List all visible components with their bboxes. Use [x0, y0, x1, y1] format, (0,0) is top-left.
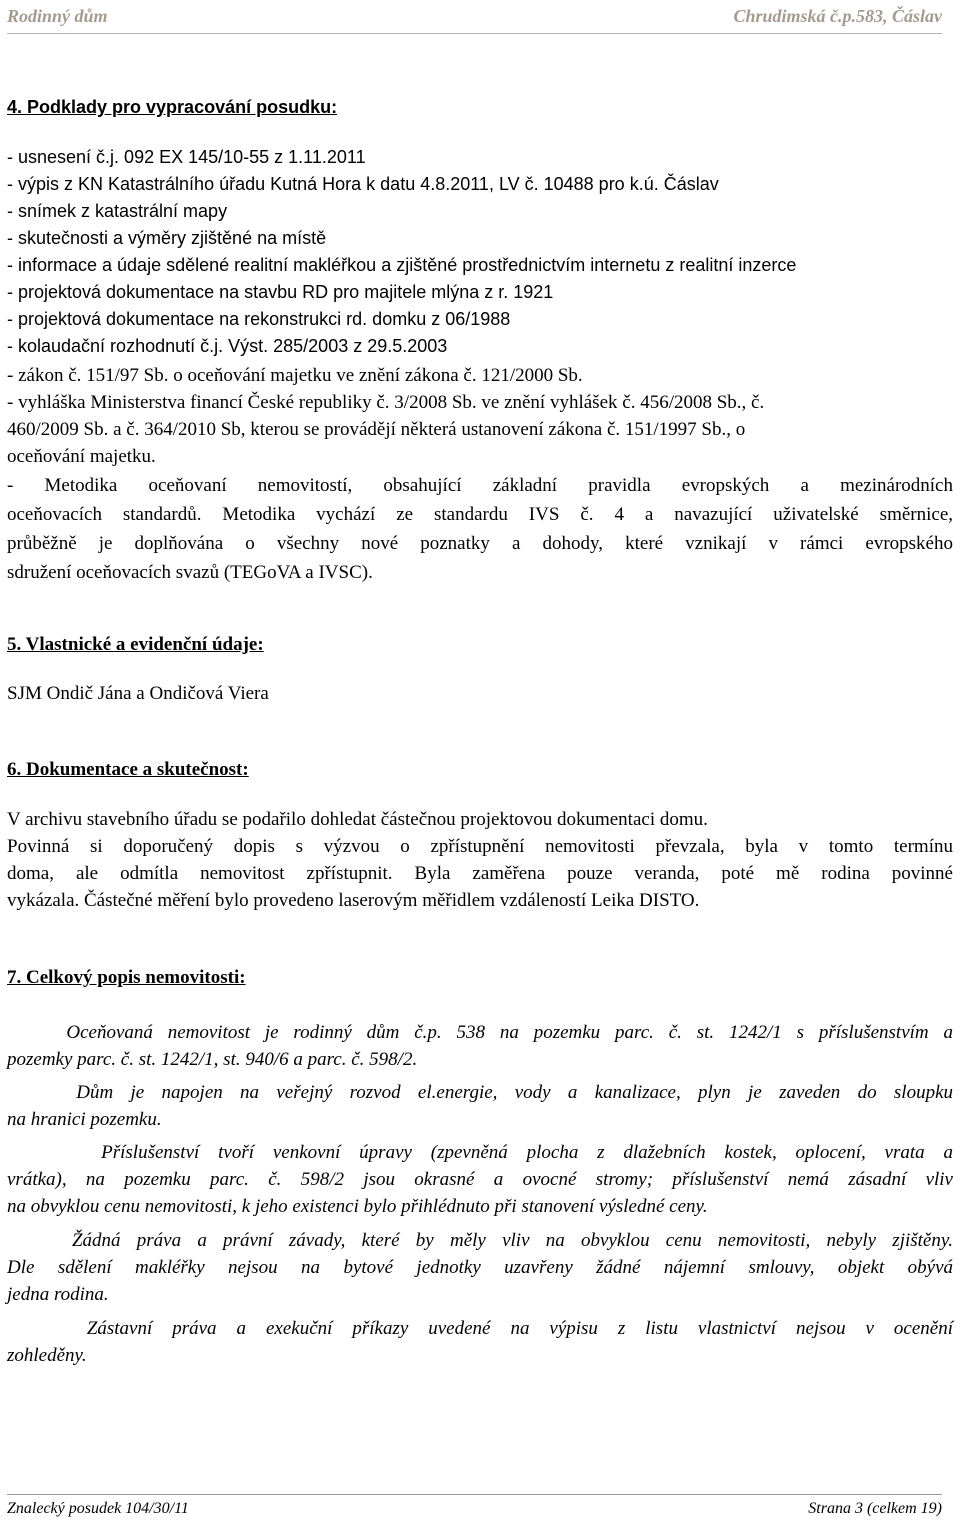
page-footer — [7, 1500, 942, 1518]
list-item: - kolaudační rozhodnutí č.j. Výst. 285/2003 z 29.5.2003 — [7, 336, 448, 356]
list-item: - skutečnosti a výměry zjištěné na místě — [7, 228, 327, 248]
paragraph-line: Oceňovaná nemovitost je rodinný dům č.p. 538 na pozemku parc. č. st. 1242/1 s příslušenstvím a — [7, 1022, 953, 1043]
paragraph-line: Zástavní práva a exekuční příkazy uvedené na výpisu z listu vlastnictví nejsou v ocenění — [7, 1318, 953, 1339]
list-item: oceňovacích standardů. Metodika vychází ze standardu IVS č. 4 a navazující uživatelské směrnice, — [7, 504, 953, 525]
header-right: Chrudimská č.p.583, Čáslav — [733, 6, 942, 26]
section5-heading: 5. Vlastnické a evidenční údaje: — [7, 634, 264, 655]
section4-heading: 4. Podklady pro vypracování posudku: — [7, 97, 338, 117]
list-item: - informace a údaje sdělené realitní makléřkou a zjištěné prostřednictvím internetu z realitní inzerce — [7, 255, 797, 275]
list-item: - zákon č. 151/97 Sb. o oceňování majetku ve znění zákona č. 121/2000 Sb. — [7, 365, 583, 386]
paragraph-line: na hranici pozemku. — [7, 1109, 162, 1130]
list-item: oceňování majetku. — [7, 446, 156, 467]
footer-divider — [7, 1494, 942, 1495]
section6-heading: 6. Dokumentace a skutečnost: — [7, 759, 249, 780]
footer-left: Znalecký posudek 104/30/11 — [7, 1500, 189, 1517]
page-header — [7, 6, 942, 27]
paragraph-line: vykázala. Částečné měření bylo provedeno laserovým měřidlem vzdáleností Leika DISTO. — [7, 890, 700, 911]
header-divider — [7, 33, 942, 34]
paragraph-line: Dům je napojen na veřejný rozvod el.energie, vody a kanalizace, plyn je zaveden do sloupku — [7, 1082, 953, 1103]
list-item: - vyhláška Ministerstva financí České republiky č. 3/2008 Sb. ve znění vyhlášek č. 456/2008 Sb., č. — [7, 392, 765, 413]
paragraph-line: V archivu stavebního úřadu se podařilo dohledat částečnou projektovou dokumentaci domu. — [7, 809, 708, 830]
paragraph-line: pozemky parc. č. st. 1242/1, st. 940/6 a parc. č. 598/2. — [7, 1049, 418, 1070]
list-item: 460/2009 Sb. a č. 364/2010 Sb, kterou se provádějí některá ustanovení zákona č. 151/1997 Sb., o — [7, 419, 746, 440]
list-item: - snímek z katastrální mapy — [7, 201, 228, 221]
paragraph-line: jedna rodina. — [7, 1284, 109, 1305]
paragraph-line: Příslušenství tvoří venkovní úpravy (zpevněná plocha z dlažebních kostek, oplocení, vrata a — [7, 1142, 953, 1163]
owner-text: SJM Ondič Jána a Ondičová Viera — [7, 683, 269, 704]
list-item: průběžně je doplňována o všechny nové poznatky a dohody, které vznikají v rámci evropského — [7, 533, 953, 554]
list-item: - výpis z KN Katastrálního úřadu Kutná Hora k datu 4.8.2011, LV č. 10488 pro k.ú. Čáslav — [7, 174, 719, 194]
header-left: Rodinný dům — [7, 6, 108, 26]
list-item: - projektová dokumentace na stavbu RD pro majitele mlýna z r. 1921 — [7, 282, 554, 302]
paragraph-line: na obvyklou cenu nemovitosti, k jeho existenci bylo přihlédnuto při stanovení výsledné ceny. — [7, 1196, 708, 1217]
list-item: - usnesení č.j. 092 EX 145/10-55 z 1.11.2011 — [7, 147, 366, 167]
paragraph-line: Povinná si doporučený dopis s výzvou o zpřístupnění nemovitosti převzala, byla v tomto termínu — [7, 836, 953, 857]
paragraph-line: Dle sdělení makléřky nejsou na bytové jednotky uzavřeny žádné nájemní smlouvy, objekt obývá — [7, 1257, 953, 1278]
section7-heading: 7. Celkový popis nemovitosti: — [7, 967, 246, 988]
list-item: - Metodika oceňovaní nemovitostí, obsahující základní pravidla evropských a mezinárodních — [7, 475, 953, 496]
list-item: sdružení oceňovacích svazů (TEGoVA a IVSC). — [7, 562, 373, 583]
paragraph-line: doma, ale odmítla nemovitost zpřístupnit. Byla zaměřena pouze veranda, poté mě rodina povinné — [7, 863, 953, 884]
page-number: Strana 3 (celkem 19) — [808, 1500, 942, 1517]
paragraph-line: zohleděny. — [7, 1345, 87, 1366]
paragraph-line: Žádná práva a právní závady, které by měly vliv na obvyklou cenu nemovitosti, nebyly zjištěny. — [7, 1230, 953, 1251]
list-item: - projektová dokumentace na rekonstrukci rd. domku z 06/1988 — [7, 309, 511, 329]
paragraph-line: vrátka), na pozemku parc. č. 598/2 jsou okrasné a ovocné stromy; příslušenství nemá zásadní vliv — [7, 1169, 953, 1190]
